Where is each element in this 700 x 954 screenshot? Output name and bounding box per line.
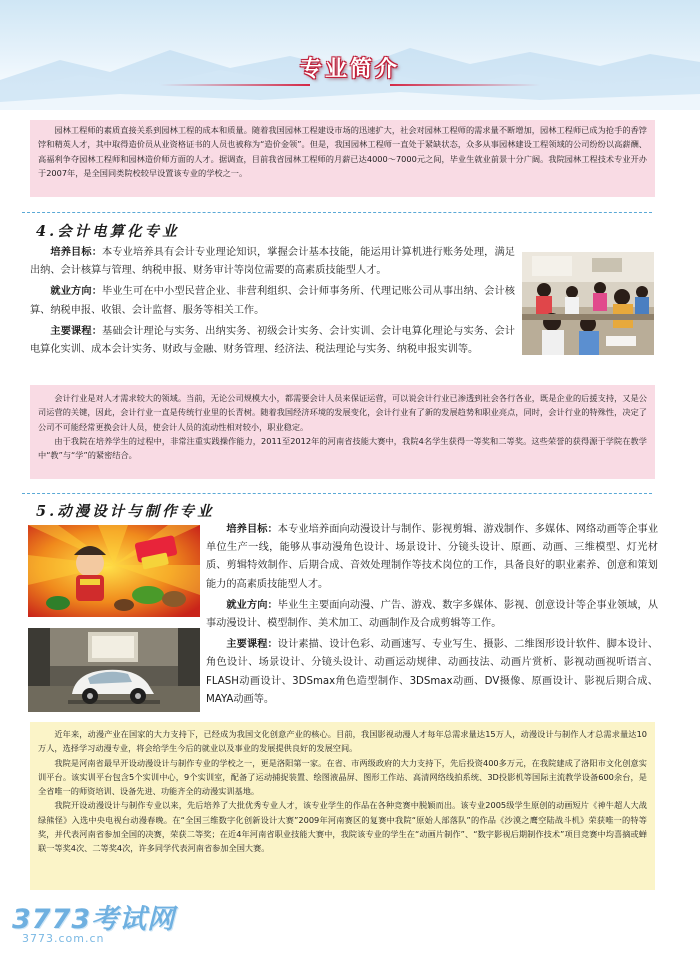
section-4-title: 4.会计电算化专业 bbox=[36, 223, 180, 240]
page-title: 专业简介 bbox=[299, 57, 400, 82]
section-5-title: 5.动漫设计与制作专业 bbox=[36, 503, 215, 520]
section-4-career-label: 就业方向： bbox=[50, 286, 103, 298]
section-4-note-2: 由于我院在培养学生的过程中，非常注重实践操作能力，2011至2012年的河南省技能大赛中，我院4名学生获得一等奖和二等奖。这些荣誉的获得源于学院在教学中“教”与“学”的紧密结合。 bbox=[38, 435, 647, 461]
section-4-note-box bbox=[30, 385, 655, 479]
site-logo[interactable]: 3773考试网 bbox=[12, 904, 176, 935]
section-4-courses-label: 主要课程： bbox=[50, 325, 103, 337]
title-deco-left bbox=[160, 84, 310, 86]
title-deco-right bbox=[390, 84, 540, 86]
section-4-career: 毕业生可在中小型民营企业、非营利组织、会计师事务所、代理记账公司从事出纳、会计核算、纳税申报、收银、会计监督、服务等相关工作。 bbox=[30, 286, 515, 316]
section-5-goal-label: 培养目标： bbox=[226, 524, 278, 535]
divider-1 bbox=[22, 212, 652, 213]
section-5-career-label: 就业方向： bbox=[226, 599, 278, 611]
intro-box bbox=[30, 120, 655, 197]
section-4-goal: 本专业培养具有会计专业理论知识，掌握会计基本技能，能运用计算机进行账务处理，满足出纳、会计核算与管理、纳税申报、财务审计等岗位需要的高素质技能型人才。 bbox=[30, 247, 515, 277]
accounting-classroom-photo bbox=[522, 252, 654, 355]
section-5-courses: 设计素描、设计色彩、动画速写、专业写生、摄影、二维图形设计软件、脚本设计、角色设计、场景设计、分镜头设计、动画运动规律、动画技法、动画片赏析、影视动画视听语言、FLASH动画设计、3DSmax角色造型制作、3DSmax动画、DV摄像、原画设计、影视后期合成、MAYA动画等。 bbox=[206, 639, 659, 705]
section-5-body bbox=[206, 521, 658, 709]
intro-text: 园林工程师的素质直接关系到园林工程的成本和质量。随着我国园林工程建设市场的迅速扩大，社会对园林工程师的需求量不断增加，园林工程师已成为抢手的香饽饽和精英人才，其中取得造价员从业资格证书的人员也被称为“造价金领”。但是，我国园林工程师一直处于紧缺状态，众多从事园林建设工程领域的公司纷纷以高薪酬、高福利争夺园林工程师和园林造价师方面的人才。据调查，目前我省园林工程师的月薪已达4000～7000元之间，毕业生就业前景十分广阔。我院园林工程技术专业开办于2007年，是全国同类院校较早设置该专业的学校之一。 bbox=[38, 125, 647, 178]
animation-cartoon-image bbox=[28, 525, 200, 617]
section-5-goal: 本专业培养面向动漫设计与制作、影视剪辑、游戏制作、多媒体、网络动画等企事业单位生产一线，能够从事动漫角色设计、场景设计、分镜头设计、原画、动画、三维模型、灯光材质、剪辑特效制作、后期合成、音效处理制作等技术岗位的工作，具备良好的职业素养、创意和策划能力的高素质技能型人才。 bbox=[206, 524, 659, 590]
3d-car-render-image bbox=[28, 628, 200, 712]
section-5-note-2: 我院是河南省最早开设动漫设计与制作专业的学校之一，更是洛阳第一家。在省、市两级政府的大力支持下，先后投资400多万元，在我院建成了洛阳市文化创意实训平台。该实训平台包含5个实训中心，9个实训室，配备了运动捕捉装置、绘图液晶屏、图形工作站、高清网络线拍系统、3D投影机等国际主流教学设备600余台，是全省唯一的师资培训、设备先进、功能齐全的动漫实训基地。 bbox=[38, 757, 647, 797]
section-4-goal-label: 培养目标： bbox=[50, 247, 103, 258]
section-4-note-1: 会计行业是对人才需求较大的领域。当前，无论公司规模大小，都需要会计人员来保证运营，可以说会计行业已渗透到社会各行各业，既是企业的后援支持，又是公司运营的关键，因此，会计行业一直是传统行业里的长青树。随着我国经济环境的发展变化，会计行业有了新的发展趋势和职业亮点，同时，会计行业的特殊性，决定了公司不可能经常更换会计人员，使会计人员的流动性相对较小，职业稳定。 bbox=[38, 393, 647, 432]
divider-2 bbox=[22, 493, 652, 494]
section-5-courses-label: 主要课程： bbox=[226, 639, 278, 651]
section-5-career: 毕业生主要面向动漫、广告、游戏、数字多媒体、影视、创意设计等企事业领域，从事动漫设计、模型制作、美术加工、动画制作及合成剪辑等工作。 bbox=[206, 599, 659, 630]
section-5-note-box bbox=[30, 722, 655, 890]
site-url[interactable]: 3773.com.cn bbox=[22, 932, 105, 945]
section-4-courses: 基础会计理论与实务、出纳实务、初级会计实务、会计实训、会计电算化理论与实务、会计电算化实训、成本会计实务、财政与金融、财务管理、经济法、税法理论与实务、纳税申报实训等。 bbox=[30, 325, 515, 356]
section-4-body bbox=[30, 244, 515, 359]
section-5-note-3: 我院开设动漫设计与制作专业以来，先后培养了大批优秀专业人才，该专业学生的作品在各种竞赛中脱颖而出。该专业2005级学生原创的动画短片《神牛超人大战绿熊怪》入选中央电视台动漫春晚。在“全国三维数字化创新设计大赛”2009年河南赛区的复赛中我院“原始人部落队”的作品《沙漠之鹰空陆战斗机》荣获唯一的特等奖，并代表河南省参加全国的决赛，荣获二等奖；在近4年河南省职业技能大赛中，我院该专业的学生在“动画片制作”、“数字影视后期制作技术”项目竞赛中均喜摘或蝉联一等奖4次、二等奖4次，许多同学代表河南省参加全国大赛。 bbox=[38, 800, 647, 854]
section-5-note-1: 近年来，动漫产业在国家的大力支持下，已经成为我国文化创意产业的核心。目前，我国影视动漫人才每年总需求量达15万人，动漫设计与制作人才总需求量达10万人，选择学习动漫专业，将会给学生今后的就业以及事业的发展提供良好的发展空间。 bbox=[38, 729, 647, 754]
header-banner bbox=[0, 0, 700, 110]
